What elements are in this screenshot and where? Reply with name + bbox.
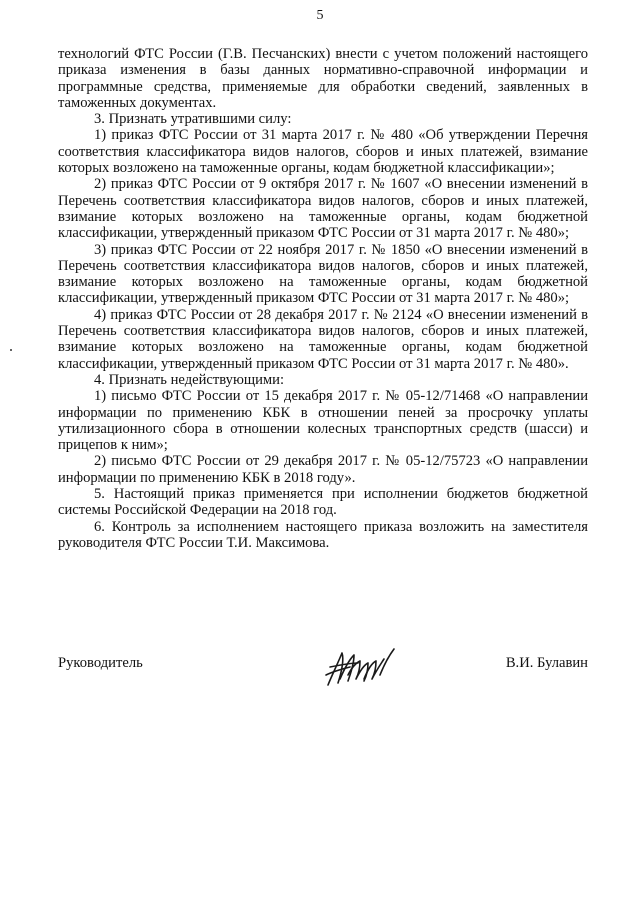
paragraph: 2) письмо ФТС России от 29 декабря 2017 г. № 05-12/75723 «О направлении информации по применению КБК в 2018 году». [58,453,588,486]
handwritten-signature [320,645,400,691]
margin-mark [10,349,12,351]
paragraph: технологий ФТС России (Г.В. Песчанских) внести с учетом положений настоящего приказа изменения в базы данных нормативно-справочной информации и программные средства, применяемые для обработки сведений, заявленных в таможенных документах. [58,46,588,111]
signature-block [58,645,588,695]
paragraph: 4. Признать недействующими: [94,371,284,388]
paragraph: 5. Настоящий приказ применяется при исполнении бюджетов бюджетной системы Российской Федерации на 2018 год. [58,486,588,519]
document-body [58,46,588,551]
paragraph: 3) приказ ФТС России от 22 ноября 2017 г. № 1850 «О внесении изменений в Перечень соответствия классификатора видов налогов, сборов и иных платежей, взимание которых возложено на таможенные органы, кодам бюджетной классификации, утвержденный приказом ФТС России от 31 марта 2017 г. № 480»; [58,241,588,307]
signer-name: В.И. Булавин [505,655,588,671]
paragraph: 1) письмо ФТС России от 15 декабря 2017 г. № 05-12/71468 «О направлении информации по применению КБК в отношении пеней за просрочку уплаты утилизационного сбора в отношении колесных транспортных средств (шасси) и прицепов к ним»; [58,388,588,454]
paragraph: 6. Контроль за исполнением настоящего приказа возложить на заместителя руководителя ФТС России Т.И. Максимова. [58,518,588,551]
paragraph: 3. Признать утратившими силу: [94,111,292,128]
paragraph: 2) приказ ФТС России от 9 октября 2017 г. № 1607 «О внесении изменений в Перечень соответствия классификатора видов налогов, сборов и иных платежей, взимание которых возложено на таможенные органы, кодам бюджетной классификации, утвержденный приказом ФТС России от 31 марта 2017 г. № 480»; [58,176,588,242]
paragraph: 1) приказ ФТС России от 31 марта 2017 г. № 480 «Об утверждении Перечня соответствия классификатора видов налогов, сборов и иных платежей, взимание которых возложено на таможенные органы, кодам бюджетной классификации»; [58,127,588,177]
signer-title: Руководитель [58,655,143,671]
page-number: 5 [316,8,324,23]
paragraph: 4) приказ ФТС России от 28 декабря 2017 г. № 2124 «О внесении изменений в Перечень соответствия классификатора видов налогов, сборов и иных платежей, взимание которых возложено на таможенные органы, кодам бюджетной классификации, утвержденный приказом ФТС России от 31 марта 2017 г. № 480». [58,306,588,372]
